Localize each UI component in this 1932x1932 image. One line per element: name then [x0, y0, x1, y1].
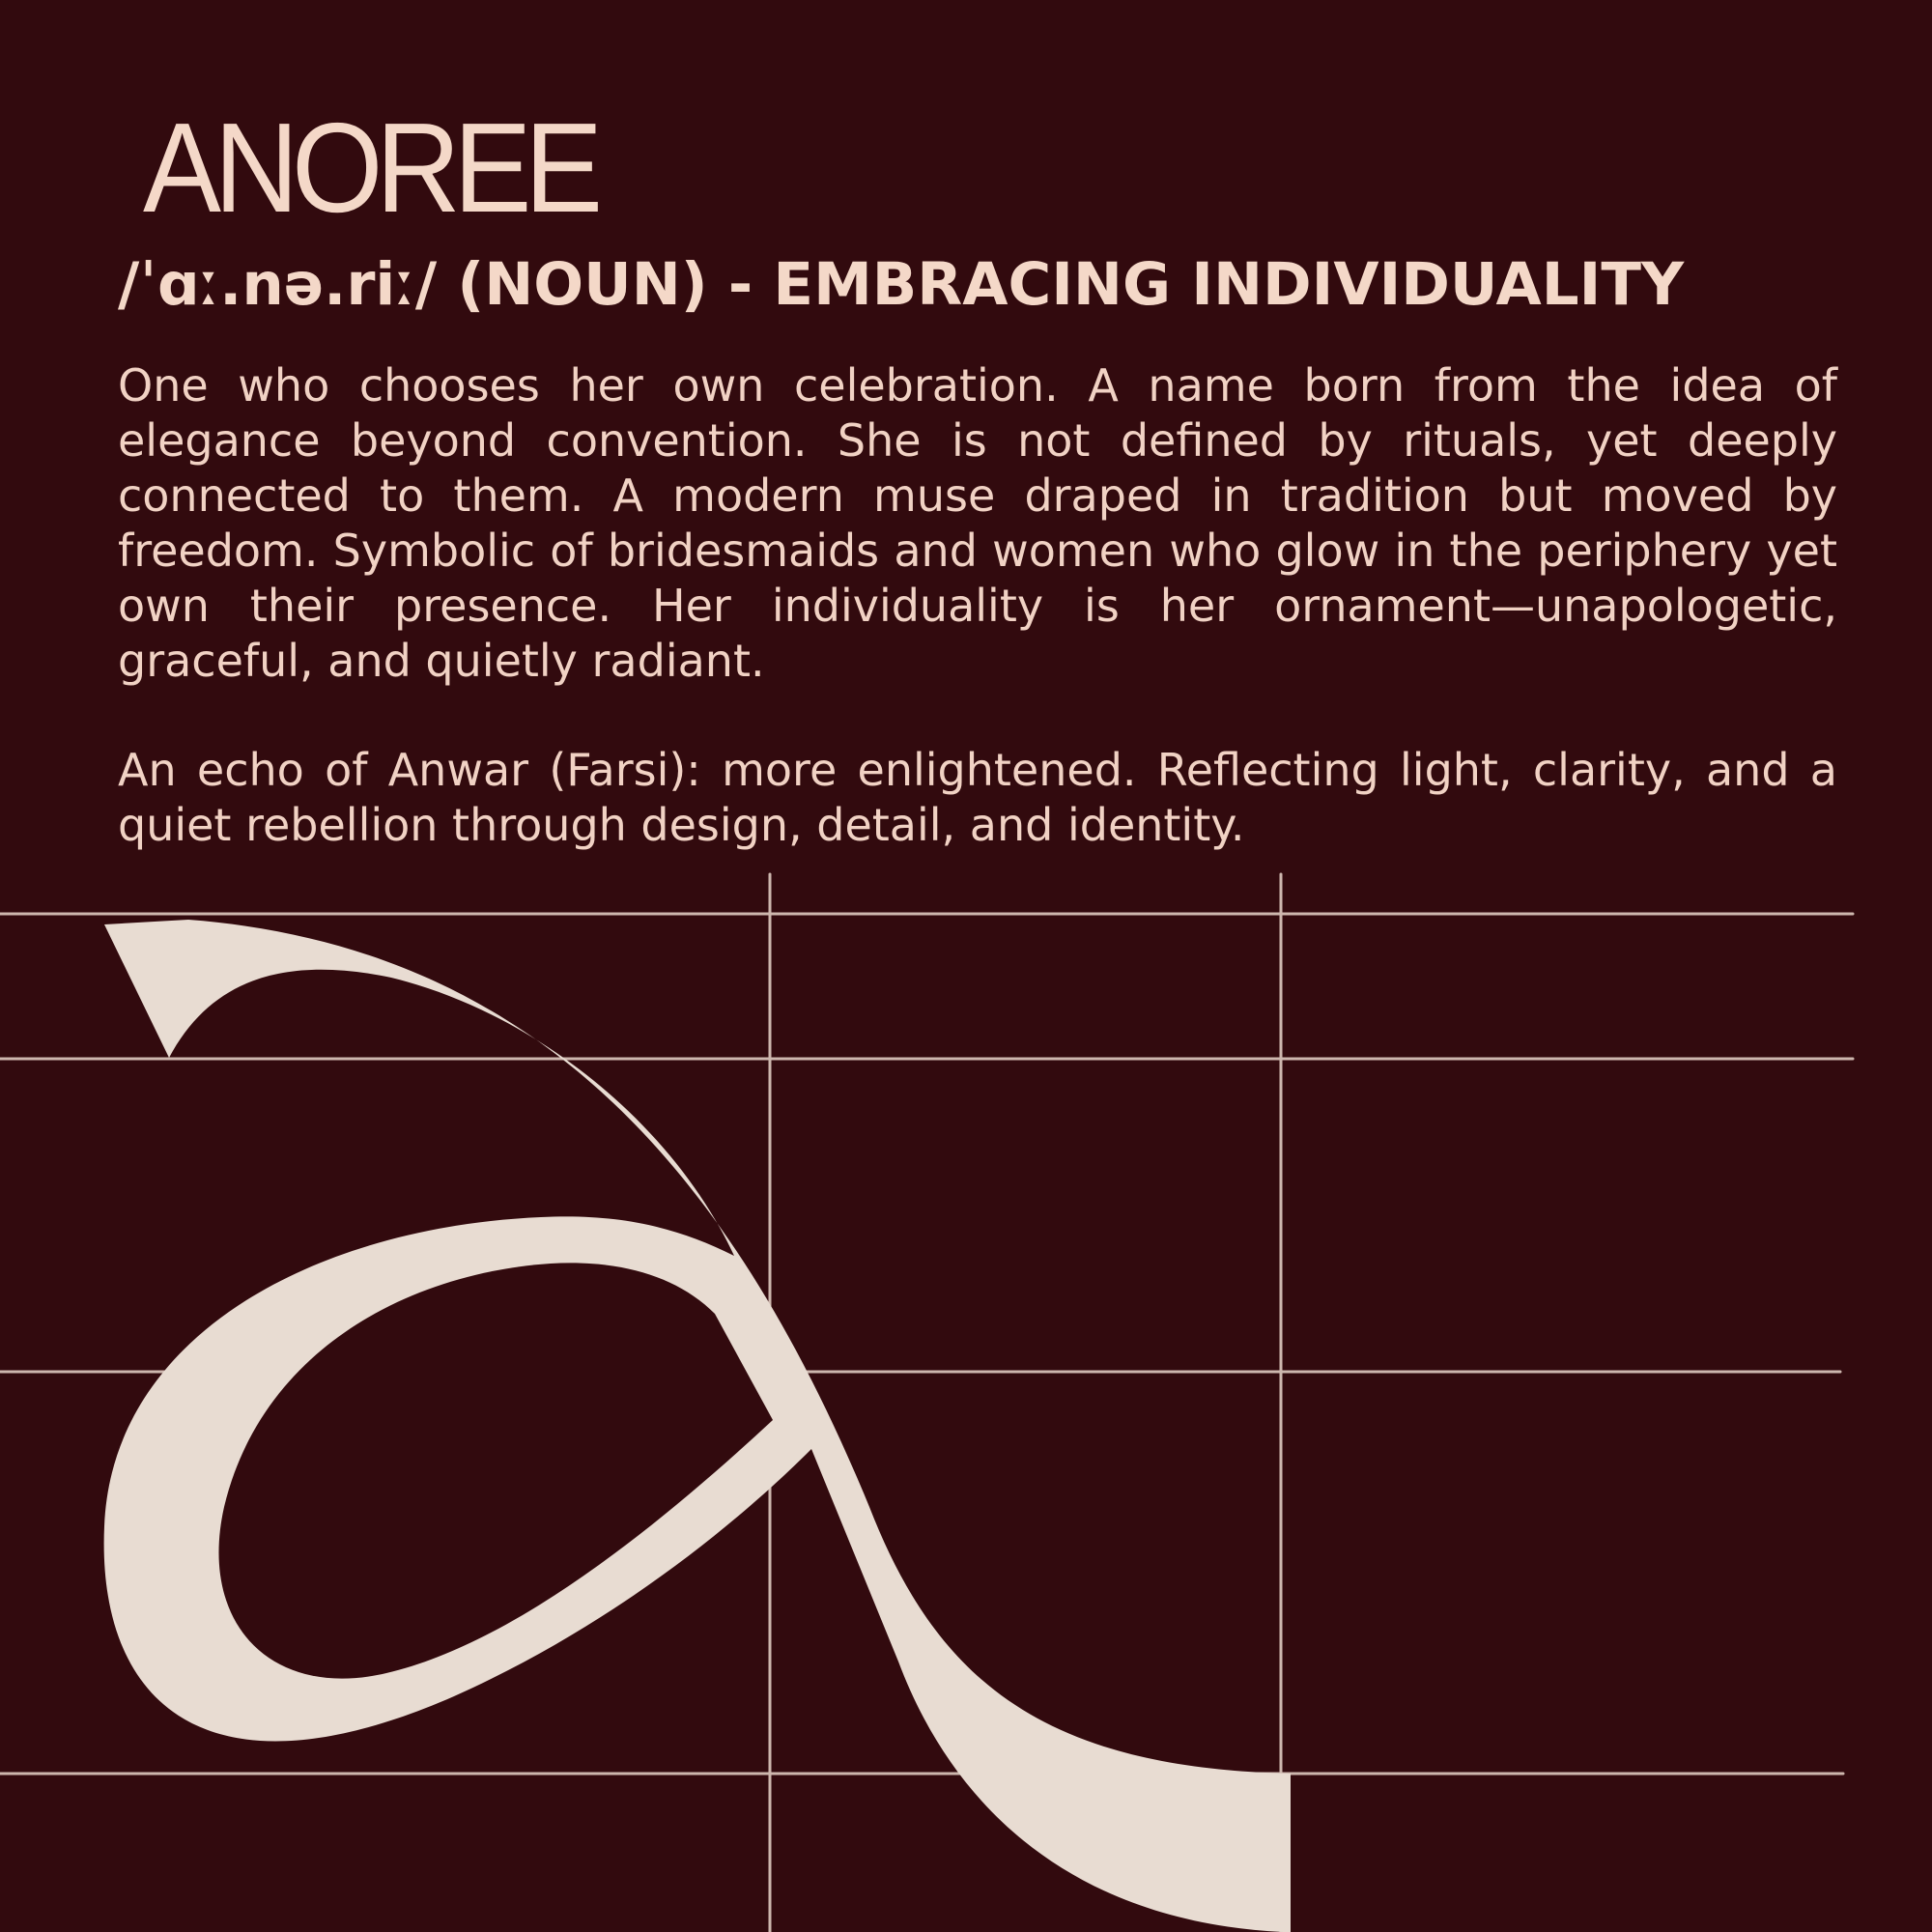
a-letterform-icon [104, 920, 1291, 1932]
description-paragraph: One who chooses her own celebration. A name born from the idea of elegance beyond convention. She is not defined by rituals, yet deeply connected to them. A modern muse draped in tradition but moved by freedom. Symbolic of bridesmaids and women who glow in the periphery yet own their presence. Her individuality is her ornament—unapologetic, graceful, and quietly radiant. [118, 359, 1837, 687]
etymology-paragraph: An echo of Anwar (Farsi): more enlightened. Reflecting light, clarity, and a quiet rebellion through design, detail, and identity. [118, 744, 1837, 851]
pronunciation-heading: /ˈɑː.nə.riː/ (NOUN) - EMBRACING INDIVIDUALITY [118, 250, 1685, 319]
brand-title: ANOREE [143, 97, 596, 239]
